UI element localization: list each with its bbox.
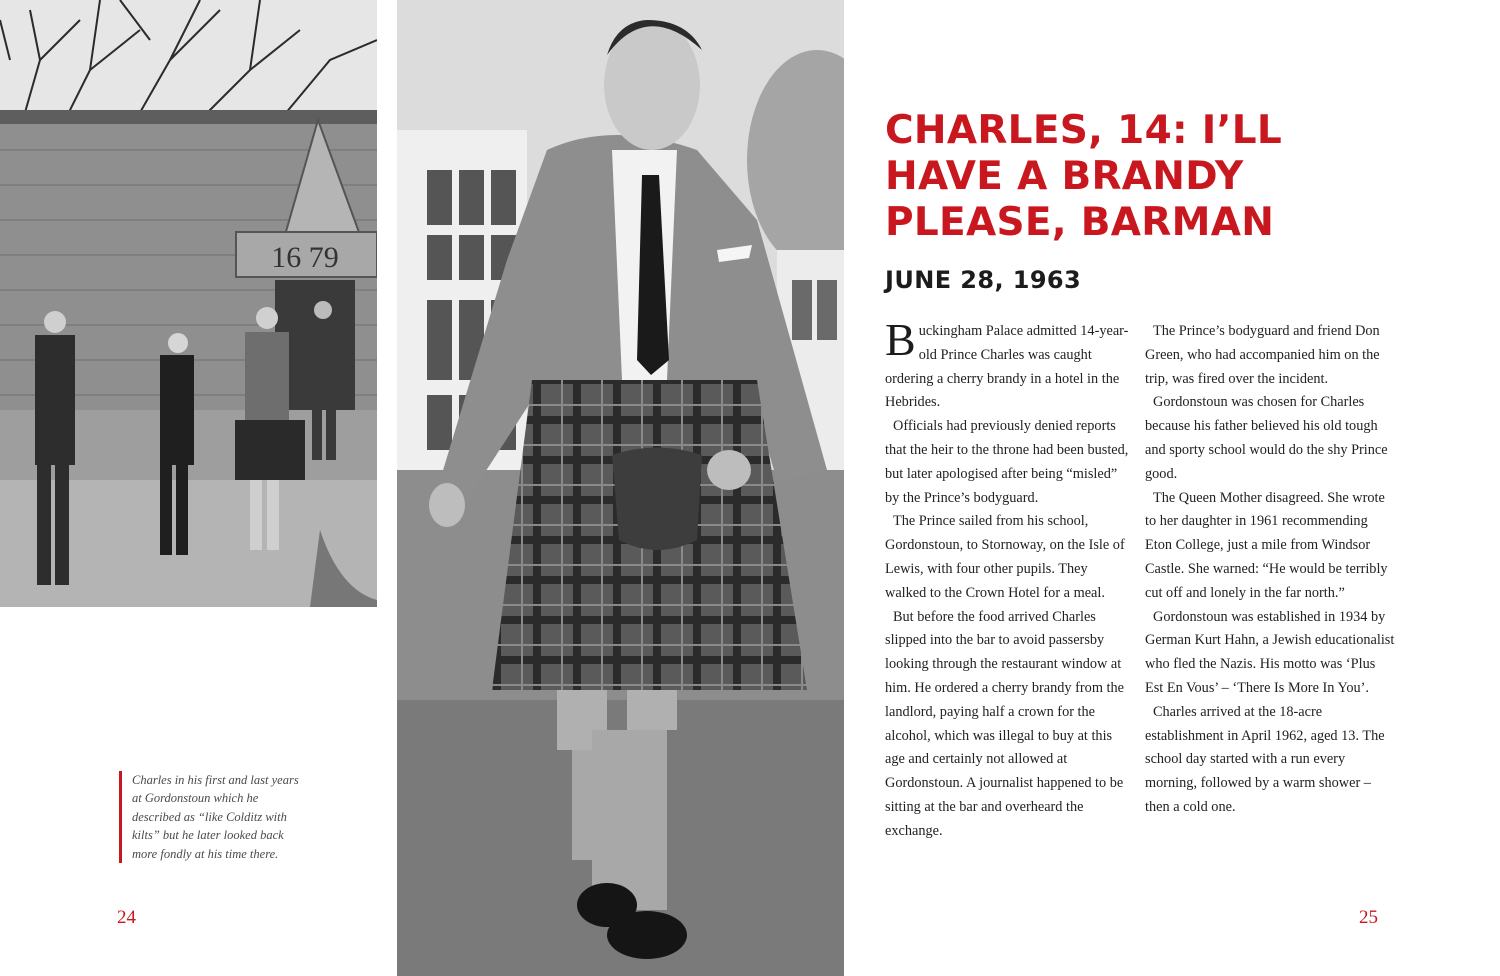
body-paragraph: But before the food arrived Charles slipped into the bar to avoid passersby looking through the restaurant window at him. He ordered a cherry brandy from the landlord, paying half a crown for the alcohol, which was illegal to buy at this age and certainly not allowed at Gordonstoun. A journalist happened to be sitting at the bar and overheard the exchange. (885, 608, 1124, 839)
body-column-2 (1145, 320, 1395, 820)
page-number-right: 25 (1359, 907, 1378, 928)
body-paragraph: Charles arrived at the 18-acre establishment in April 1962, aged 13. The school day started with a run every morning, followed by a warm shower – then a cold one. (1145, 703, 1385, 815)
body-column-1 (885, 314, 1130, 844)
article-headline: CHARLES, 14: I’LL HAVE A BRANDY PLEASE, BARMAN (885, 108, 1283, 245)
body-paragraph: Buckingham Palace admitted 14-year-old Prince Charles was caught ordering a cherry brandy in a hotel in the Hebrides. (885, 314, 1129, 411)
body-paragraph: The Prince sailed from his school, Gordonstoun, to Stornoway, on the Isle of Lewis, with four other pupils. They walked to the Crown Hotel for a meal. (885, 513, 1125, 601)
body-paragraph: The Queen Mother disagreed. She wrote to her daughter in 1961 recommending Eton College, just a mile from Windsor Castle. She warned: “He would be terribly cut off and lonely in the far north.” (1145, 489, 1388, 601)
drop-cap: B (885, 314, 916, 365)
photo-charles-in-kilt (397, 0, 844, 976)
photo-carving-text: 16 79 (271, 241, 339, 274)
photo-gordonstoun-wall (0, 0, 377, 607)
body-paragraph: Gordonstoun was established in 1934 by German Kurt Hahn, a Jewish educationalist who fled the Nazis. His motto was ‘Plus Est En Vous’ – ‘There Is More In You’. (1145, 608, 1395, 696)
page-number-left: 24 (117, 907, 136, 928)
body-paragraph: Officials had previously denied reports that the heir to the throne had been busted, but later apologised after being “misled” by the Prince’s bodyguard. (885, 418, 1129, 506)
body-paragraph: The Prince’s bodyguard and friend Don Green, who had accompanied him on the trip, was fired over the incident. (1145, 323, 1380, 387)
photo-caption: Charles in his first and last years at Gordonstoun which he described as “like Colditz with kilts” but he later looked back more fondly at his time there. (119, 771, 309, 863)
body-paragraph: Gordonstoun was chosen for Charles because his father believed his old tough and sporty school would do the shy Prince good. (1145, 394, 1388, 482)
article-date: JUNE 28, 1963 (885, 266, 1082, 294)
